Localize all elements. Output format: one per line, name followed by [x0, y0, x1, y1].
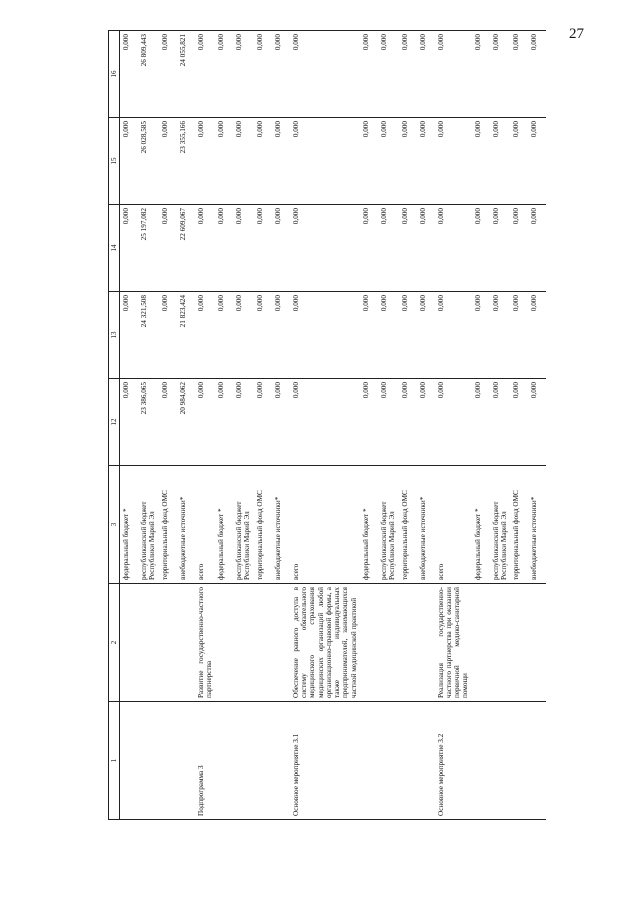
row-description-cell — [360, 584, 378, 702]
value-cell: 0,000 — [472, 379, 490, 466]
value-cell: 0,000 — [528, 31, 546, 118]
row-label-cell — [528, 702, 546, 820]
value-cell: 0,000 — [472, 205, 490, 292]
header-cell: 16 — [109, 31, 120, 118]
value-cell: 0,000 — [272, 31, 290, 118]
value-cell: 0,000 — [472, 31, 490, 118]
value-cell: 0,000 — [159, 379, 177, 466]
row-description-cell — [528, 584, 546, 702]
value-cell: 0,000 — [215, 292, 233, 379]
value-cell: 0,000 — [360, 379, 378, 466]
value-cell: 23 386,065 — [138, 379, 159, 466]
value-cell: 0,000 — [233, 379, 254, 466]
funding-source-cell: внебюджетные источники* — [417, 466, 435, 584]
value-cell: 0,000 — [360, 205, 378, 292]
funding-source-cell: всего — [290, 466, 360, 584]
table-row — [215, 31, 233, 820]
row-description-cell — [215, 584, 233, 702]
funding-source-cell: федеральный бюджет * — [360, 466, 378, 584]
row-description-cell — [177, 584, 195, 702]
value-cell: 0,000 — [272, 205, 290, 292]
value-cell: 0,000 — [417, 379, 435, 466]
funding-source-cell: федеральный бюджет * — [120, 466, 139, 584]
value-cell: 0,000 — [528, 379, 546, 466]
value-cell: 0,000 — [195, 31, 216, 118]
table-row — [159, 31, 177, 820]
row-description-cell — [159, 584, 177, 702]
table-row — [360, 31, 378, 820]
row-description-cell — [510, 584, 528, 702]
funding-source-cell: внебюджетные источники* — [272, 466, 290, 584]
funding-source-cell: территориальный фонд ОМС — [254, 466, 272, 584]
value-cell: 0,000 — [510, 205, 528, 292]
value-cell: 0,000 — [417, 292, 435, 379]
table-body — [120, 31, 547, 820]
row-label-cell — [159, 702, 177, 820]
row-label-cell: Основное мероприятие 3.1 — [290, 702, 360, 820]
value-cell: 0,000 — [378, 205, 399, 292]
value-cell: 23 355,166 — [177, 118, 195, 205]
row-label-cell — [177, 702, 195, 820]
table-row — [378, 31, 399, 820]
value-cell: 0,000 — [120, 31, 139, 118]
header-cell: 1 — [109, 702, 120, 820]
row-label-cell: Подпрограмма 3 — [195, 702, 216, 820]
row-description-cell — [490, 584, 511, 702]
table-row — [472, 31, 490, 820]
table-row — [272, 31, 290, 820]
value-cell: 0,000 — [360, 118, 378, 205]
value-cell: 0,000 — [233, 31, 254, 118]
value-cell: 0,000 — [290, 292, 360, 379]
value-cell: 0,000 — [120, 379, 139, 466]
value-cell: 0,000 — [254, 205, 272, 292]
value-cell: 25 197,082 — [138, 205, 159, 292]
value-cell: 0,000 — [254, 292, 272, 379]
value-cell: 0,000 — [195, 379, 216, 466]
value-cell: 0,000 — [272, 379, 290, 466]
row-label-cell — [233, 702, 254, 820]
table-row — [510, 31, 528, 820]
value-cell: 0,000 — [528, 292, 546, 379]
value-cell: 0,000 — [215, 118, 233, 205]
value-cell: 0,000 — [472, 292, 490, 379]
value-cell: 0,000 — [233, 118, 254, 205]
table-row — [417, 31, 435, 820]
value-cell: 0,000 — [399, 31, 417, 118]
table-row — [233, 31, 254, 820]
value-cell: 0,000 — [528, 205, 546, 292]
value-cell: 0,000 — [360, 31, 378, 118]
row-description-cell — [233, 584, 254, 702]
row-description-cell: Развитие государственно-частного партнерства — [195, 584, 216, 702]
value-cell: 0,000 — [120, 118, 139, 205]
value-cell: 0,000 — [272, 118, 290, 205]
value-cell: 0,000 — [233, 292, 254, 379]
row-label-cell — [215, 702, 233, 820]
value-cell: 0,000 — [435, 379, 472, 466]
value-cell: 0,000 — [254, 118, 272, 205]
row-description-cell: Обеспечение равного доступа в систему обязательного медицинского страхования медицинских организаций любой организационно-правовой формы, а также индивидуальных предпринимателей, занимающихся частной медицинской практикой — [290, 584, 360, 702]
value-cell: 0,000 — [290, 379, 360, 466]
rotated-table-container — [108, 30, 628, 820]
table-row — [177, 31, 195, 820]
funding-source-cell: территориальный фонд ОМС — [510, 466, 528, 584]
row-label-cell — [120, 702, 139, 820]
table-row — [490, 31, 511, 820]
row-label-cell — [417, 702, 435, 820]
table-row — [435, 31, 472, 820]
row-label-cell — [272, 702, 290, 820]
header-cell: 3 — [109, 466, 120, 584]
value-cell: 0,000 — [399, 118, 417, 205]
page-number: 27 — [569, 26, 584, 42]
value-cell: 0,000 — [490, 205, 511, 292]
row-description-cell: Реализация государственно-частного партнерства при оказании первичной медико-санитарной помощи — [435, 584, 472, 702]
row-label-cell — [399, 702, 417, 820]
funding-source-cell: внебюджетные источники* — [528, 466, 546, 584]
value-cell: 0,000 — [399, 205, 417, 292]
value-cell: 0,000 — [435, 118, 472, 205]
header-cell: 2 — [109, 584, 120, 702]
row-description-cell — [417, 584, 435, 702]
value-cell: 0,000 — [215, 205, 233, 292]
value-cell: 0,000 — [195, 205, 216, 292]
funding-source-cell: федеральный бюджет * — [472, 466, 490, 584]
value-cell: 0,000 — [159, 31, 177, 118]
value-cell: 0,000 — [510, 379, 528, 466]
value-cell: 24 055,821 — [177, 31, 195, 118]
value-cell: 0,000 — [417, 205, 435, 292]
table-row — [120, 31, 139, 820]
header-cell: 12 — [109, 379, 120, 466]
funding-source-cell: всего — [195, 466, 216, 584]
row-label-cell — [138, 702, 159, 820]
funding-source-cell: территориальный фонд ОМС — [159, 466, 177, 584]
value-cell: 0,000 — [195, 292, 216, 379]
header-cell: 15 — [109, 118, 120, 205]
table-row — [195, 31, 216, 820]
row-label-cell — [472, 702, 490, 820]
row-label-cell — [360, 702, 378, 820]
budget-table — [108, 30, 546, 820]
table-row — [399, 31, 417, 820]
row-description-cell — [138, 584, 159, 702]
value-cell: 21 823,424 — [177, 292, 195, 379]
funding-source-cell: республиканский бюджет Республики Марий Эл — [490, 466, 511, 584]
row-description-cell — [399, 584, 417, 702]
value-cell: 0,000 — [435, 292, 472, 379]
value-cell: 0,000 — [290, 31, 360, 118]
value-cell: 0,000 — [290, 205, 360, 292]
funding-source-cell: внебюджетные источники* — [177, 466, 195, 584]
value-cell: 0,000 — [435, 205, 472, 292]
value-cell: 20 984,062 — [177, 379, 195, 466]
value-cell: 0,000 — [378, 118, 399, 205]
funding-source-cell: территориальный фонд ОМС — [399, 466, 417, 584]
row-label-cell — [510, 702, 528, 820]
header-cell: 13 — [109, 292, 120, 379]
value-cell: 26 028,585 — [138, 118, 159, 205]
value-cell: 0,000 — [510, 118, 528, 205]
value-cell: 0,000 — [159, 205, 177, 292]
value-cell: 0,000 — [360, 292, 378, 379]
value-cell: 0,000 — [378, 31, 399, 118]
value-cell: 0,000 — [215, 379, 233, 466]
funding-source-cell: республиканский бюджет Республики Марий Эл — [378, 466, 399, 584]
value-cell: 26 809,443 — [138, 31, 159, 118]
value-cell: 0,000 — [254, 31, 272, 118]
value-cell: 0,000 — [159, 118, 177, 205]
value-cell: 0,000 — [254, 379, 272, 466]
funding-source-cell: республиканский бюджет Республики Марий Эл — [138, 466, 159, 584]
value-cell: 0,000 — [510, 31, 528, 118]
row-label-cell — [378, 702, 399, 820]
table-row — [138, 31, 159, 820]
row-description-cell — [254, 584, 272, 702]
value-cell: 0,000 — [490, 292, 511, 379]
rotated-table-stage — [108, 30, 640, 816]
value-cell: 0,000 — [195, 118, 216, 205]
value-cell: 22 609,067 — [177, 205, 195, 292]
value-cell: 0,000 — [378, 292, 399, 379]
value-cell: 0,000 — [120, 292, 139, 379]
value-cell: 0,000 — [510, 292, 528, 379]
funding-source-cell: всего — [435, 466, 472, 584]
funding-source-cell: республиканский бюджет Республики Марий Эл — [233, 466, 254, 584]
value-cell: 0,000 — [159, 292, 177, 379]
value-cell: 0,000 — [528, 118, 546, 205]
value-cell: 0,000 — [290, 118, 360, 205]
value-cell: 0,000 — [435, 31, 472, 118]
value-cell: 0,000 — [399, 292, 417, 379]
row-description-cell — [378, 584, 399, 702]
row-label-cell — [254, 702, 272, 820]
value-cell: 0,000 — [417, 118, 435, 205]
value-cell: 0,000 — [233, 205, 254, 292]
value-cell: 0,000 — [490, 31, 511, 118]
row-description-cell — [120, 584, 139, 702]
value-cell: 0,000 — [472, 118, 490, 205]
row-label-cell: Основное мероприятие 3.2 — [435, 702, 472, 820]
row-description-cell — [272, 584, 290, 702]
row-label-cell — [490, 702, 511, 820]
value-cell: 0,000 — [272, 292, 290, 379]
value-cell: 0,000 — [378, 379, 399, 466]
value-cell: 0,000 — [120, 205, 139, 292]
header-row — [109, 31, 120, 820]
value-cell: 24 321,508 — [138, 292, 159, 379]
value-cell: 0,000 — [215, 31, 233, 118]
value-cell: 0,000 — [490, 118, 511, 205]
row-description-cell — [472, 584, 490, 702]
value-cell: 0,000 — [399, 379, 417, 466]
table-row — [254, 31, 272, 820]
value-cell: 0,000 — [490, 379, 511, 466]
value-cell: 0,000 — [417, 31, 435, 118]
funding-source-cell: федеральный бюджет * — [215, 466, 233, 584]
header-cell: 14 — [109, 205, 120, 292]
table-row — [528, 31, 546, 820]
table-row — [290, 31, 360, 820]
